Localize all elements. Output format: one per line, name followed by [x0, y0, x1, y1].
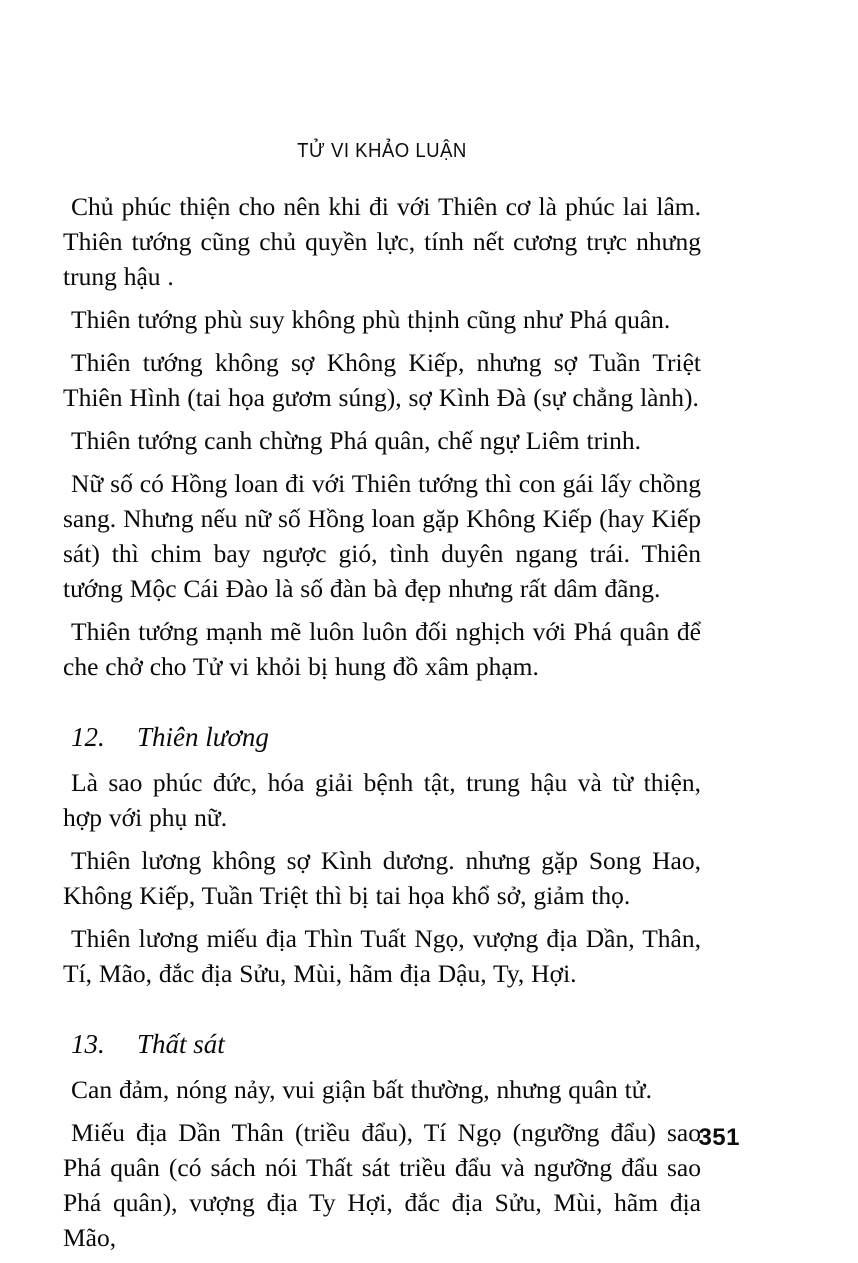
paragraph: Thiên tướng phù suy không phù thịnh cũng như Phá quân.: [71, 305, 671, 334]
page-content: [63, 140, 701, 1263]
paragraph: Thiên tướng không sợ Không Kiếp, nhưng sợ Tuần Triệt Thiên Hình (tai họa gươm súng), sợ Kình Đà (sự chẳng lành).: [63, 348, 701, 412]
section-title: Thiên lương: [137, 722, 269, 752]
section-number: 12.: [71, 722, 105, 752]
page-number: 351: [698, 1124, 740, 1151]
section-heading-12: [63, 720, 701, 754]
running-header: TỬ VI KHẢO LUẬN: [297, 140, 467, 162]
paragraph: Can đảm, nóng nảy, vui giận bất thường, nhưng quân tử.: [71, 1075, 652, 1104]
paragraph: Thiên lương miếu địa Thìn Tuất Ngọ, vượng địa Dần, Thân, Tí, Mão, đắc địa Sửu, Mùi, hãm địa Dậu, Ty, Hợi.: [63, 924, 701, 988]
section-number: 13.: [71, 1029, 105, 1059]
paragraph: Thiên tướng canh chừng Phá quân, chế ngự Liêm trinh.: [71, 426, 642, 455]
paragraph: Thiên lương không sợ Kình dương. nhưng gặp Song Hao, Không Kiếp, Tuần Triệt thì bị tai họa khổ sở, giảm thọ.: [63, 846, 701, 910]
paragraph: Miếu địa Dần Thân (triều đẩu), Tí Ngọ (ngưỡng đẩu) sao Phá quân (có sách nói Thất sát triều đẩu và ngưỡng đẩu sao Phá quân), vượng địa Ty Hợi, đắc địa Sửu, Mùi, hãm địa Mão,: [63, 1118, 701, 1252]
paragraph: Nữ số có Hồng loan đi với Thiên tướng thì con gái lấy chồng sang. Nhưng nếu nữ số Hồng loan gặp Không Kiếp (hay Kiếp sát) thì chim bay ngược gió, tình duyên ngang trái. Thiên tướng Mộc Cái Đào là số đàn bà đẹp nhưng rất dâm đãng.: [63, 469, 701, 603]
paragraph: Là sao phúc đức, hóa giải bệnh tật, trung hậu và từ thiện, hợp với phụ nữ.: [63, 768, 701, 832]
paragraph: Chủ phúc thiện cho nên khi đi với Thiên cơ là phúc lai lâm. Thiên tướng cũng chủ quyền lực, tính nết cương trực nhưng trung hậu .: [63, 192, 701, 291]
section-title: Thất sát: [137, 1029, 225, 1059]
paragraph: Thiên tướng mạnh mẽ luôn luôn đối nghịch với Phá quân để che chở cho Tử vi khỏi bị hung đồ xâm phạm.: [63, 617, 701, 681]
section-heading-13: [63, 1027, 701, 1061]
